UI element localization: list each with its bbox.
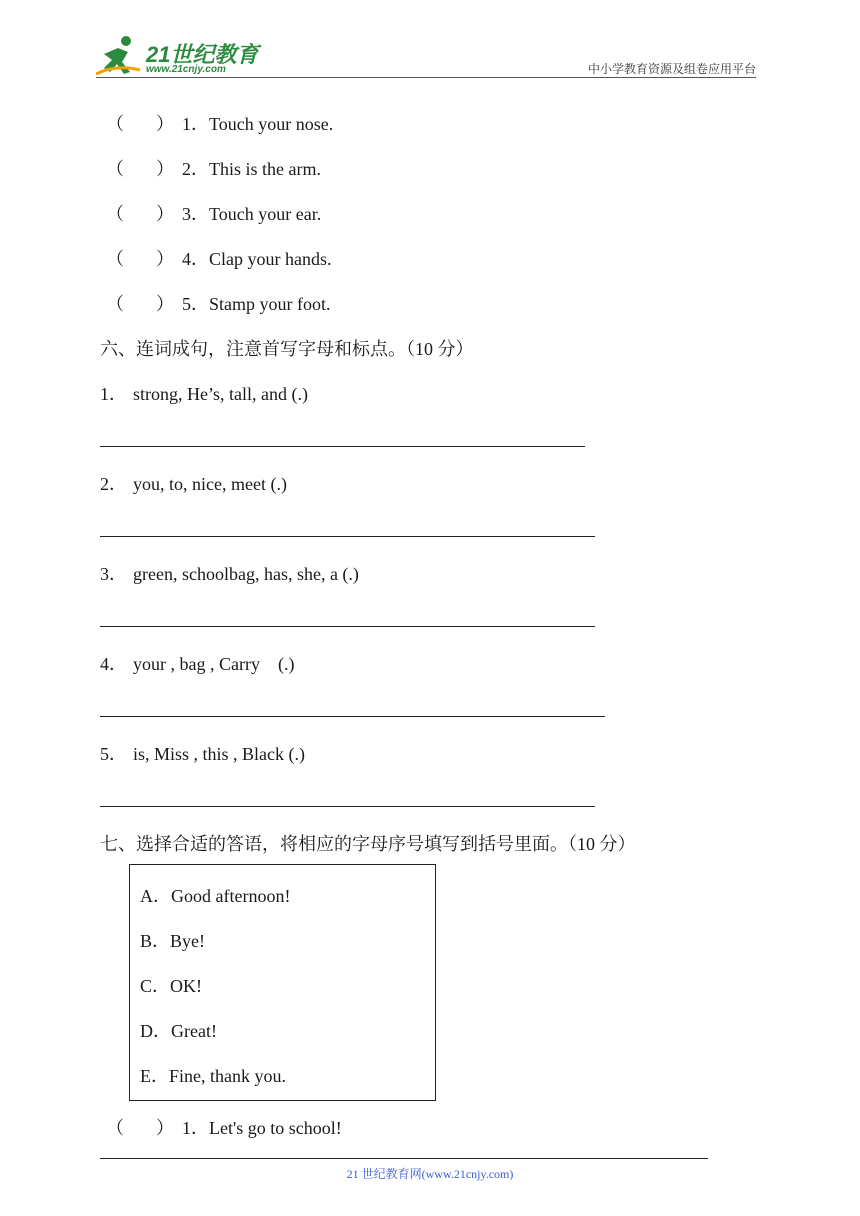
question-item — [106, 200, 321, 226]
answer-bracket-close: ） — [156, 159, 174, 179]
answer-bracket-close: ） — [156, 1118, 174, 1138]
item-text: your , bag , Carry (.) — [133, 654, 295, 674]
question-item — [100, 470, 287, 496]
answer-bracket-open: （ — [106, 249, 124, 269]
question-item — [106, 245, 331, 271]
item-number: 1． — [182, 114, 209, 134]
logo — [96, 34, 266, 80]
question-item — [100, 560, 359, 586]
answer-bracket-open: （ — [106, 114, 124, 134]
answer-bracket-open: （ — [106, 204, 124, 224]
question-item — [100, 740, 305, 766]
item-text: is, Miss , this , Black (.) — [133, 744, 306, 764]
answer-bracket-open: （ — [106, 159, 124, 179]
question-item — [106, 110, 333, 136]
answer-bracket-close: ） — [156, 249, 174, 269]
question-item — [100, 650, 294, 676]
option-item: A．Good afternoon! — [140, 886, 291, 906]
item-text: strong, He’s, tall, and (.) — [133, 384, 308, 404]
answer-bracket-close: ） — [156, 204, 174, 224]
options-box — [129, 864, 436, 1101]
item-text: This is the arm. — [209, 159, 321, 179]
item-number: 3． — [182, 204, 209, 224]
item-text: green, schoolbag, has, she, a (.) — [133, 564, 359, 584]
item-text: Touch your nose. — [209, 114, 334, 134]
item-text: you, to, nice, meet (.) — [133, 474, 287, 494]
item-text: Clap your hands. — [209, 249, 332, 269]
answer-line[interactable] — [100, 806, 595, 807]
answer-bracket-close: ） — [156, 114, 174, 134]
item-text: Let's go to school! — [209, 1118, 342, 1138]
item-number: 2． — [182, 159, 209, 179]
item-number: 5． — [100, 744, 127, 764]
header-divider — [96, 77, 756, 78]
runner-logo-icon — [96, 34, 142, 78]
question-item — [106, 1114, 342, 1140]
item-number: 2． — [100, 474, 127, 494]
logo-title: 21世纪教育 — [146, 42, 259, 67]
item-number: 3． — [100, 564, 127, 584]
option-item: B．Bye! — [140, 931, 205, 951]
answer-bracket-open: （ — [106, 294, 124, 314]
answer-bracket-close: ） — [156, 294, 174, 314]
answer-line[interactable] — [100, 446, 585, 447]
item-number: 5． — [182, 294, 209, 314]
answer-bracket-open: （ — [106, 1118, 124, 1138]
question-item — [106, 155, 321, 181]
page-header — [96, 32, 756, 80]
item-number: 1． — [182, 1118, 209, 1138]
answer-line[interactable] — [100, 536, 595, 537]
logo-url: www.21cnjy.com — [146, 64, 226, 75]
platform-name: 中小学教育资源及组卷应用平台 — [587, 62, 756, 76]
question-item — [100, 380, 308, 406]
footer-divider — [100, 1158, 708, 1159]
question-item — [106, 290, 331, 316]
section-heading: 七、选择合适的答语，将相应的字母序号填写到括号里面。（10 分） — [100, 834, 636, 854]
item-text: Stamp your foot. — [209, 294, 331, 314]
answer-line[interactable] — [100, 626, 595, 627]
option-item: D．Great! — [140, 1021, 217, 1041]
item-number: 4． — [100, 654, 127, 674]
footer-link[interactable]: 21 世纪教育网(www.21cnjy.com) — [346, 1167, 514, 1181]
option-item: E．Fine, thank you. — [140, 1066, 286, 1086]
answer-line[interactable] — [100, 716, 605, 717]
item-number: 1． — [100, 384, 127, 404]
option-item: C．OK! — [140, 976, 202, 996]
item-text: Touch your ear. — [209, 204, 322, 224]
item-number: 4． — [182, 249, 209, 269]
section-heading: 六、连词成句，注意首写字母和标点。（10 分） — [100, 339, 474, 359]
